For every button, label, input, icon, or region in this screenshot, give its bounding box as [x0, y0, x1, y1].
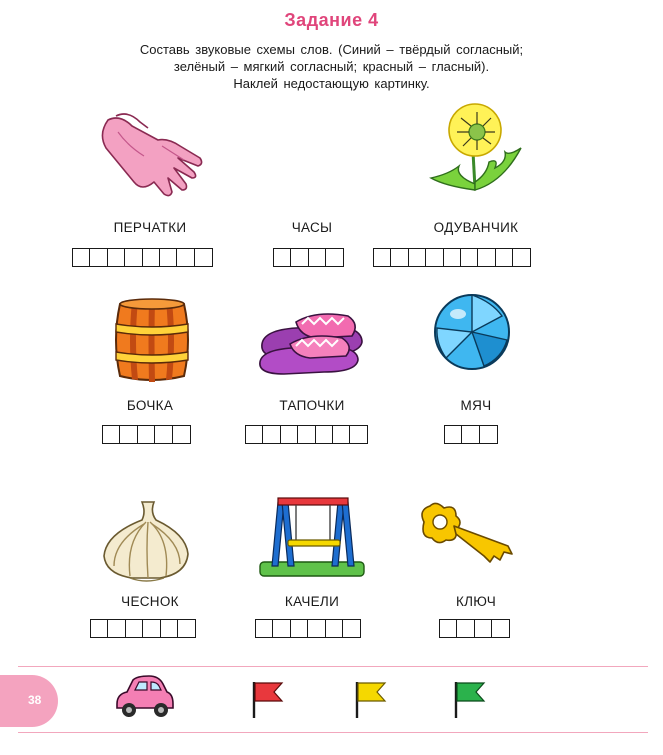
sound-cell[interactable] [456, 619, 475, 638]
swing-icon [258, 494, 368, 582]
sound-cell[interactable] [425, 248, 444, 267]
sound-cell[interactable] [160, 619, 179, 638]
sound-cell[interactable] [390, 248, 409, 267]
sound-cell[interactable] [245, 425, 264, 444]
footer-divider [18, 732, 648, 733]
sound-cell[interactable] [290, 248, 309, 267]
sound-cell[interactable] [273, 248, 292, 267]
sound-cell[interactable] [125, 619, 144, 638]
sound-scheme[interactable] [273, 248, 344, 267]
sound-scheme[interactable] [90, 619, 196, 638]
sound-cell[interactable] [444, 425, 463, 444]
footer-divider [18, 666, 648, 667]
sound-cell[interactable] [315, 425, 334, 444]
sound-cell[interactable] [290, 619, 309, 638]
word-label: ЧАСЫ [291, 220, 333, 235]
sound-cell[interactable] [176, 248, 195, 267]
sound-cell[interactable] [90, 619, 109, 638]
sound-cell[interactable] [137, 425, 156, 444]
sound-cell[interactable] [107, 619, 126, 638]
sound-cell[interactable] [119, 425, 138, 444]
task-title: Задание 4 [284, 10, 379, 30]
sound-cell[interactable] [72, 248, 91, 267]
sound-cell[interactable] [325, 248, 344, 267]
sound-cell[interactable] [349, 425, 368, 444]
page-number: 38 [28, 693, 42, 707]
word-label: ПЕРЧАТКИ [113, 220, 187, 235]
ball-icon [432, 292, 512, 372]
sound-cell[interactable] [102, 425, 121, 444]
sound-scheme[interactable] [444, 425, 498, 444]
yellow-flag-icon [353, 680, 389, 720]
green-flag-icon [452, 680, 488, 720]
sound-cell[interactable] [477, 248, 496, 267]
sound-cell[interactable] [154, 425, 173, 444]
word-label: ТАПОЧКИ [279, 398, 345, 413]
barrel-icon [112, 296, 192, 384]
sound-cell[interactable] [255, 619, 274, 638]
sound-cell[interactable] [342, 619, 361, 638]
sound-cell[interactable] [107, 248, 126, 267]
sound-cell[interactable] [307, 619, 326, 638]
sound-cell[interactable] [479, 425, 498, 444]
gloves-icon [98, 112, 206, 200]
sound-cell[interactable] [443, 248, 462, 267]
sound-cell[interactable] [142, 248, 161, 267]
sound-cell[interactable] [408, 248, 427, 267]
sound-cell[interactable] [272, 619, 291, 638]
sound-cell[interactable] [325, 619, 344, 638]
instruction-line: Наклей недостающую картинку. [233, 76, 430, 91]
sound-scheme[interactable] [439, 619, 510, 638]
dandelion-icon [425, 102, 529, 198]
sound-cell[interactable] [474, 619, 493, 638]
sound-cell[interactable] [491, 619, 510, 638]
sound-scheme[interactable] [245, 425, 368, 444]
instruction-line: зелёный – мягкий согласный; красный – гласный). [173, 59, 490, 74]
sound-cell[interactable] [512, 248, 531, 267]
word-label: КАЧЕЛИ [284, 594, 340, 609]
sound-cell[interactable] [373, 248, 392, 267]
instruction-line: Составь звуковые схемы слов. (Синий – твёрдый согласный; [139, 42, 524, 57]
sound-cell[interactable] [142, 619, 161, 638]
sound-scheme[interactable] [255, 619, 361, 638]
sound-cell[interactable] [262, 425, 281, 444]
sound-cell[interactable] [297, 425, 316, 444]
word-label: ОДУВАНЧИК [433, 220, 519, 235]
sound-cell[interactable] [461, 425, 480, 444]
instructions [0, 41, 663, 92]
red-flag-icon [250, 680, 286, 720]
word-label: МЯЧ [460, 398, 492, 413]
slippers-icon [256, 306, 368, 376]
key-icon [416, 500, 520, 570]
word-label: БОЧКА [126, 398, 174, 413]
garlic-icon [100, 498, 192, 584]
word-label: КЛЮЧ [455, 594, 497, 609]
sound-cell[interactable] [177, 619, 196, 638]
word-label: ЧЕСНОК [121, 594, 179, 609]
sound-cell[interactable] [332, 425, 351, 444]
sound-cell[interactable] [159, 248, 178, 267]
sound-cell[interactable] [460, 248, 479, 267]
sound-cell[interactable] [124, 248, 143, 267]
sound-cell[interactable] [172, 425, 191, 444]
sound-scheme[interactable] [373, 248, 531, 267]
sound-cell[interactable] [89, 248, 108, 267]
sound-scheme[interactable] [72, 248, 213, 267]
sound-cell[interactable] [495, 248, 514, 267]
sound-scheme[interactable] [102, 425, 191, 444]
sound-cell[interactable] [194, 248, 213, 267]
car-icon [113, 674, 175, 720]
sound-cell[interactable] [308, 248, 327, 267]
sound-cell[interactable] [280, 425, 299, 444]
sound-cell[interactable] [439, 619, 458, 638]
